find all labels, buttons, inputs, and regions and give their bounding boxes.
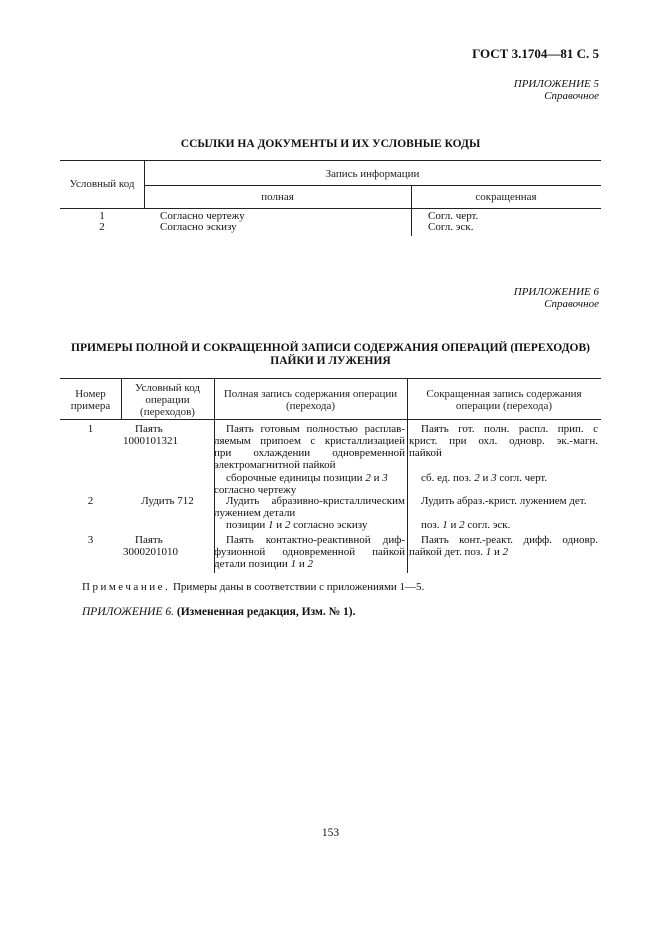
col-number-header: Номер примера: [70, 388, 111, 412]
change-note-text: (Измененная редакция, Изм. № 1).: [176, 606, 356, 618]
appendix-5-title: ПРИЛОЖЕНИЕ 5: [513, 78, 599, 90]
col-code-header: Условный код: [69, 178, 135, 190]
col-full-header: полная: [261, 191, 294, 203]
references-table: Условный код Запись информации полная сокращенная 1 Согласно чертежу Согл. черт. 2 Согласно эскизу Согл. эск.: [60, 160, 601, 236]
appendix-5-sublabel: Справочное: [544, 90, 599, 102]
table1-title: ССЫЛКИ НА ДОКУМЕНТЫ И ИХ УСЛОВНЫЕ КОДЫ: [180, 138, 481, 150]
col-code-header: Условный код операции (переходов): [134, 382, 200, 418]
appendix-6-title: ПРИЛОЖЕНИЕ 6: [513, 286, 599, 298]
document-reference: ГОСТ 3.1704—81 С. 5: [472, 46, 599, 61]
appendix-6-sublabel: Справочное: [544, 298, 599, 310]
appendix-5-label: [514, 78, 599, 102]
note-label: Примечание.: [82, 581, 171, 593]
page-number: 153: [321, 827, 340, 839]
col-short-header: Сокращенная запись содержания операции (перехода): [426, 388, 582, 412]
note-text: Примеры даны в соответствии с приложениями 1—5.: [172, 581, 425, 593]
change-note-label: ПРИЛОЖЕНИЕ 6.: [82, 606, 174, 618]
note: [82, 581, 424, 593]
appendix-6-label: [514, 286, 599, 310]
col-full-header: Полная запись содержания операции (перехода): [223, 388, 398, 412]
change-note: [82, 606, 356, 618]
table2-title: ПРИМЕРЫ ПОЛНОЙ И СОКРАЩЕННОЙ ЗАПИСИ СОДЕРЖАНИЯ ОПЕРАЦИЙ (ПЕРЕХОДОВ) ПАЙКИ И ЛУЖЕНИЯ: [71, 342, 590, 367]
soldering-examples-table: Номер примера Условный код операции (переходов) Полная запись содержания операции (перехода) Сокращенная запись содержания операции (перехода) 1 Паять 1000101321 Паять готовым полностью расплав- ляемым припоем с кристаллизацией при охлаждении одновременной электромагнитной пайкой Паять гот. полн. распл. прип. с крист. при охл. одновр. эк.-магн. пайкой сборочные единицы позиции 2 и 3 согласно чертежу сб. ед. поз. 2 и 3 согл. черт. 2 Лудить 712 Лудить абразивно-кристаллическим лужением детали Лудить абраз.-крист. лужением дет. позиции 1 и 2 согласно эскизу поз. 1 и 2 согл. эск. 3 Паять 3000201010 Паять контактно-реактивной диф- фузионной одновременной пайкой детали позиции 1 и 2 Паять конт.-реакт. дифф. одновр. пайкой дет. поз. 1 и 2: [60, 378, 601, 573]
col-record-header: Запись информации: [325, 168, 420, 180]
col-short-header: сокращенная: [475, 191, 537, 203]
